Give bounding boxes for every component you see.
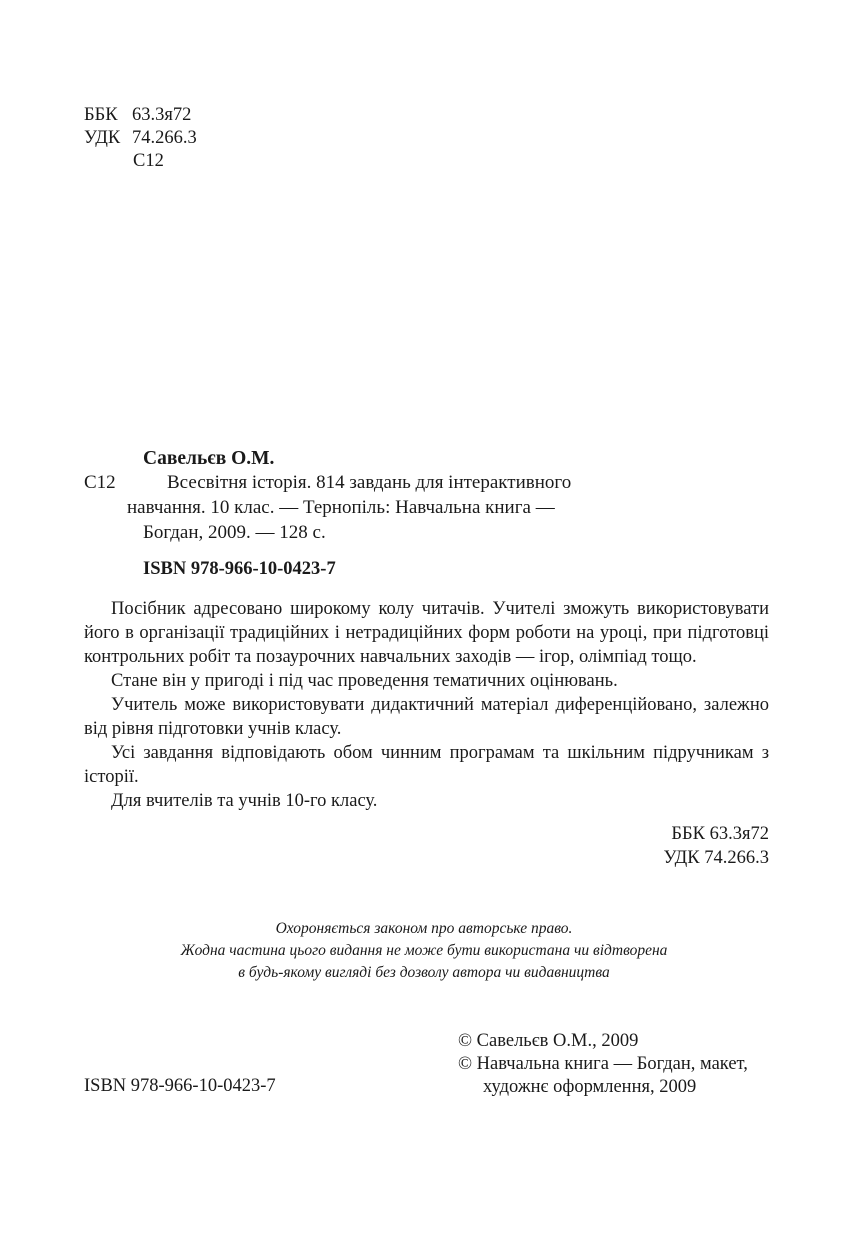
copyright-design: художнє оформлення, 2009 (483, 1077, 697, 1097)
bbk-label: ББК (84, 105, 118, 125)
copyright-notice (84, 918, 764, 984)
annotation-paragraph-1: Посібник адресовано широкому колу читачів. Учителі зможуть використовувати його в організації традиційних і нетрадиційних форм роботи на уроці, при підготовці контрольних робіт та позаурочних навчальних заходів — ігор, олімпіад тощо. (84, 599, 769, 667)
notice-line-1: Охороняється законом про авторське право. (275, 920, 573, 937)
bbk-value: 63.3я72 (132, 105, 192, 125)
copyright-block (458, 1030, 748, 1099)
record-isbn: ISBN 978-966-10-0423-7 (143, 559, 336, 579)
copyright-publisher: © Навчальна книга — Богдан, макет, (458, 1054, 748, 1074)
annotation-paragraph-2: Стане він у пригоді і під час проведення тематичних оцінювань. (111, 671, 618, 691)
bbk-line (84, 104, 191, 126)
notice-line-3: в будь-якому вигляді без дозволу автора чи видавництва (238, 964, 610, 981)
udk-value: 74.266.3 (132, 128, 197, 148)
udk-label: УДК (84, 128, 121, 148)
author-mark-top: С12 (133, 151, 164, 171)
codes-bbk: ББК 63.3я72 (671, 824, 769, 844)
annotation-paragraph-3: Учитель може використовувати дидактичний матеріал диференційовано, залежно від рівня підготовки учнів класу. (84, 695, 769, 739)
annotation-paragraph-5: Для вчителів та учнів 10-го класу. (111, 791, 378, 811)
record-title-line2: навчання. 10 клас. — Тернопіль: Навчальна книга — (127, 497, 555, 518)
notice-line-2: Жодна частина цього видання не може бути використана чи відтворена (180, 942, 668, 959)
copyright-author: © Савельєв О.М., 2009 (458, 1031, 639, 1051)
record-author-mark: С12 (84, 472, 116, 493)
codes-udk: УДК 74.266.3 (663, 848, 769, 868)
annotation-paragraph-4: Усі завдання відповідають обом чинним програмам та шкільним підручникам з історії. (84, 743, 769, 787)
annotation (84, 597, 769, 813)
udk-line (84, 127, 197, 149)
record-author: Савельєв О.М. (143, 448, 275, 469)
record-title-line3: Богдан, 2009. — 128 с. (143, 522, 326, 543)
footer-isbn: ISBN 978-966-10-0423-7 (84, 1076, 276, 1096)
record-title-line1: Всесвітня історія. 814 завдань для інтерактивного (167, 472, 572, 493)
